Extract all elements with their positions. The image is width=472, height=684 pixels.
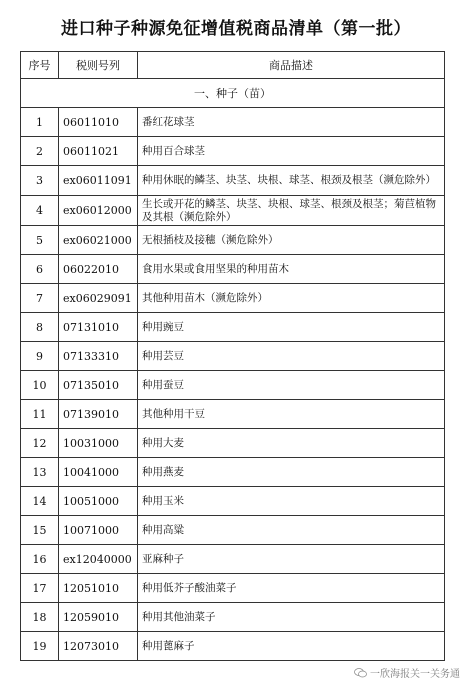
row-description: 种用百合球茎 xyxy=(138,137,445,166)
row-number: 19 xyxy=(21,632,59,661)
row-tariff-code: 10041000 xyxy=(59,458,138,487)
table-row xyxy=(21,226,445,255)
table-row xyxy=(21,166,445,196)
row-description: 种用蓖麻子 xyxy=(138,632,445,661)
row-number: 18 xyxy=(21,603,59,632)
row-tariff-code: 12059010 xyxy=(59,603,138,632)
row-description: 无根插枝及接穗（濒危除外） xyxy=(138,226,445,255)
row-description: 食用水果或食用坚果的种用苗木 xyxy=(138,255,445,284)
row-description: 其他种用苗木（濒危除外） xyxy=(138,284,445,313)
row-number: 7 xyxy=(21,284,59,313)
row-description: 种用豌豆 xyxy=(138,313,445,342)
table-row xyxy=(21,429,445,458)
table-row xyxy=(21,603,445,632)
table-row xyxy=(21,284,445,313)
row-tariff-code: 10071000 xyxy=(59,516,138,545)
row-tariff-code: 10031000 xyxy=(59,429,138,458)
row-number: 16 xyxy=(21,545,59,574)
document-title: 进口种子种源免征增值税商品清单（第一批） xyxy=(61,19,411,39)
row-number: 13 xyxy=(21,458,59,487)
row-description: 番红花球茎 xyxy=(138,108,445,137)
header-code: 税则号列 xyxy=(59,52,138,79)
row-number: 6 xyxy=(21,255,59,284)
table-row xyxy=(21,137,445,166)
watermark xyxy=(354,665,460,680)
table-header-row xyxy=(21,52,445,79)
row-description: 种用其他油菜子 xyxy=(138,603,445,632)
row-tariff-code: 06022010 xyxy=(59,255,138,284)
row-tariff-code: 12051010 xyxy=(59,574,138,603)
row-description: 种用玉米 xyxy=(138,487,445,516)
row-number: 1 xyxy=(21,108,59,137)
row-tariff-code: ex06029091 xyxy=(59,284,138,313)
table-row xyxy=(21,458,445,487)
table-row xyxy=(21,371,445,400)
row-tariff-code: 07131010 xyxy=(59,313,138,342)
section-label: 一、种子（苗） xyxy=(21,79,445,108)
row-tariff-code: 06011021 xyxy=(59,137,138,166)
row-description: 生长或开花的鳞茎、块茎、块根、球茎、根颈及根茎；菊苣植物及其根（濒危除外） xyxy=(138,196,445,226)
row-description: 种用休眠的鳞茎、块茎、块根、球茎、根颈及根茎（濒危除外） xyxy=(138,166,445,196)
header-desc: 商品描述 xyxy=(138,52,445,79)
section-row xyxy=(21,79,445,108)
row-tariff-code: ex06011091 xyxy=(59,166,138,196)
table-row xyxy=(21,400,445,429)
header-no: 序号 xyxy=(21,52,59,79)
row-number: 8 xyxy=(21,313,59,342)
wechat-icon xyxy=(354,668,367,678)
row-number: 9 xyxy=(21,342,59,371)
table-row xyxy=(21,632,445,661)
table-row xyxy=(21,574,445,603)
watermark-text: 一欣海报关一关务通 xyxy=(370,669,460,680)
table-row xyxy=(21,108,445,137)
row-tariff-code: 10051000 xyxy=(59,487,138,516)
row-number: 12 xyxy=(21,429,59,458)
row-tariff-code: 07135010 xyxy=(59,371,138,400)
row-description: 种用芸豆 xyxy=(138,342,445,371)
row-description: 其他种用干豆 xyxy=(138,400,445,429)
row-number: 15 xyxy=(21,516,59,545)
row-number: 5 xyxy=(21,226,59,255)
row-tariff-code: ex12040000 xyxy=(59,545,138,574)
row-number: 3 xyxy=(21,166,59,196)
row-number: 14 xyxy=(21,487,59,516)
row-description: 种用大麦 xyxy=(138,429,445,458)
row-tariff-code: 12073010 xyxy=(59,632,138,661)
row-description: 种用蚕豆 xyxy=(138,371,445,400)
row-number: 2 xyxy=(21,137,59,166)
row-tariff-code: ex06012000 xyxy=(59,196,138,226)
table-row xyxy=(21,516,445,545)
table-row xyxy=(21,255,445,284)
row-tariff-code: 06011010 xyxy=(59,108,138,137)
row-tariff-code: 07133310 xyxy=(59,342,138,371)
row-tariff-code: ex06021000 xyxy=(59,226,138,255)
row-description: 种用燕麦 xyxy=(138,458,445,487)
table-row xyxy=(21,545,445,574)
row-number: 10 xyxy=(21,371,59,400)
row-number: 11 xyxy=(21,400,59,429)
commodity-table xyxy=(20,51,445,661)
row-tariff-code: 07139010 xyxy=(59,400,138,429)
row-number: 17 xyxy=(21,574,59,603)
row-description: 亚麻种子 xyxy=(138,545,445,574)
table-row xyxy=(21,487,445,516)
table-row xyxy=(21,313,445,342)
table-row xyxy=(21,342,445,371)
row-description: 种用高粱 xyxy=(138,516,445,545)
row-number: 4 xyxy=(21,196,59,226)
table-row xyxy=(21,196,445,226)
row-description: 种用低芥子酸油菜子 xyxy=(138,574,445,603)
